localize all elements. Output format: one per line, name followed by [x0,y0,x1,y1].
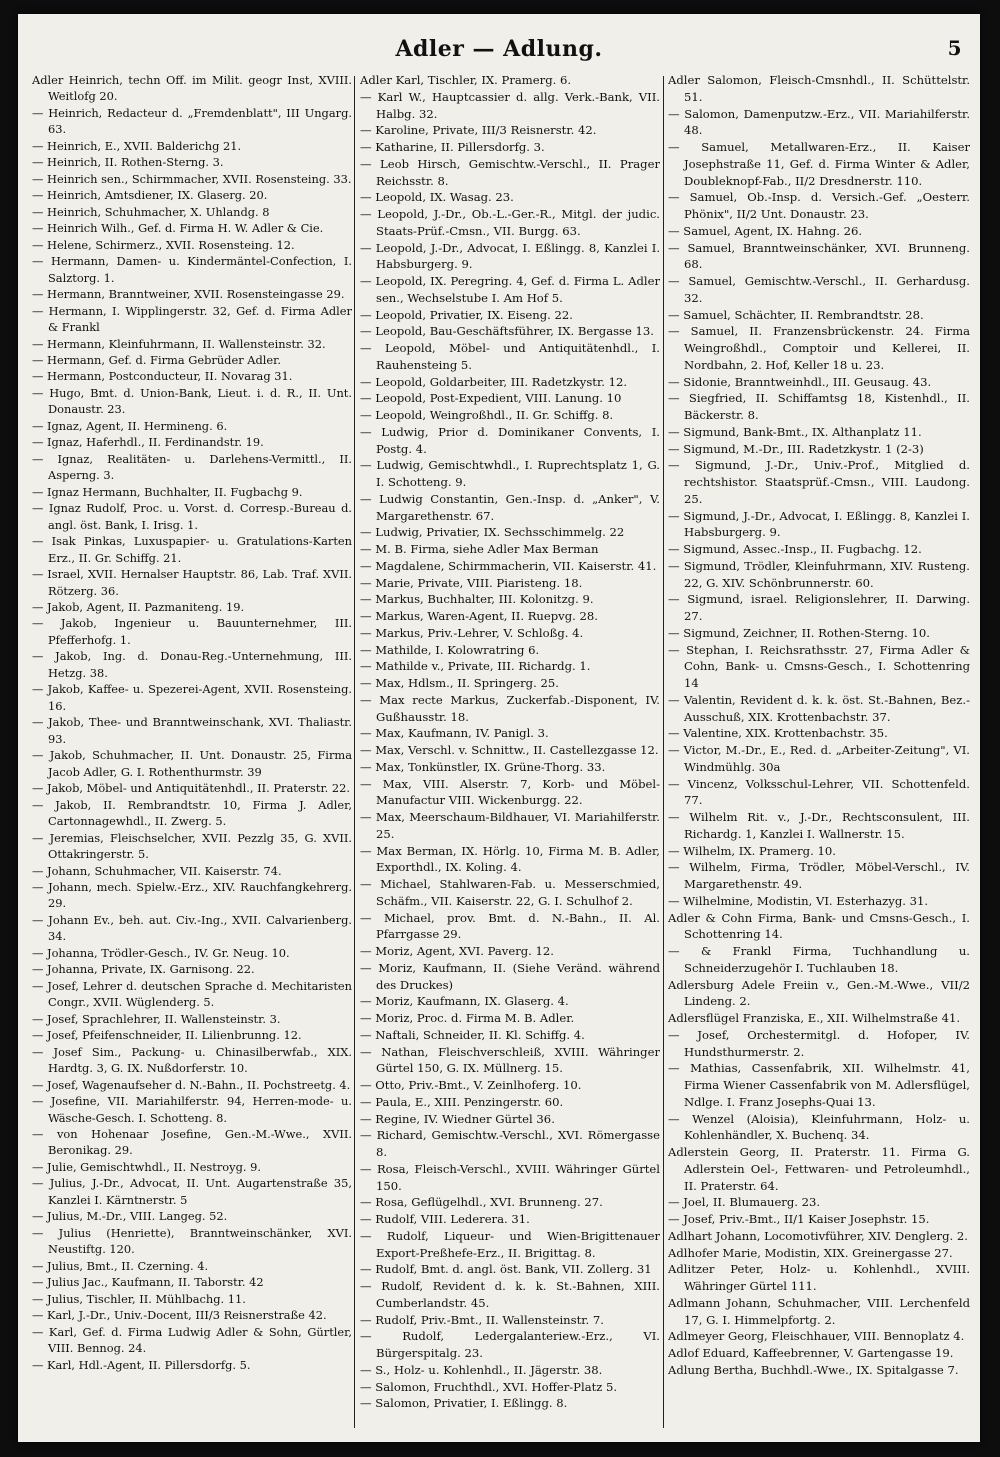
directory-entry: — Helene, Schirmerz., XVII. Rosensteing. 12. [32,237,295,252]
directory-entry: — Josef, Pfeifenschneider, II. Lilienbrunng. 12. [32,1028,302,1043]
directory-entry: — Sigmund, Assec.-Insp., II. Fugbachg. 12. [668,542,922,556]
directory-entry: — Josefine, VII. Mariahilferstr. 94, Herren-mode- u. Wäsche-Gesch. I. Schotteng. 8. [32,1094,352,1125]
directory-entry: — Sigmund, Zeichner, II. Rothen-Sterng. 10. [668,625,930,640]
directory-entry: — Jeremias, Fleischselcher, XVII. Pezzlg 35, G. XVII. Ottakringerstr. 5. [32,830,352,862]
page-title: Adler — Adlung. [395,36,603,62]
directory-entry: — Samuel, Schächter, II. Rembrandtstr. 28. [668,307,924,322]
directory-entry: Adlitzer Peter, Holz- u. Kohlenhdl., XVIII. Währinger Gürtel 111. [668,1262,970,1293]
directory-entry: — Leopold, IX. Peregring. 4, Gef. d. Firma L. Adler sen., Wechselstube I. Am Hof 5. [360,274,660,305]
directory-entry: — Karl, Hdl.-Agent, II. Pillersdorfg. 5. [32,1357,251,1372]
directory-entry: — Otto, Priv.-Bmt., V. Zeinlhoferg. 10. [360,1078,582,1092]
directory-entry: — Max, Tonkünstler, IX. Grüne-Thorg. 33. [360,759,606,774]
directory-entry: — Karl W., Hauptcassier d. allg. Verk.-Bank, VII. Halbg. 32. [360,89,660,121]
directory-entry: — Mathilde v., Private, III. Richardg. 1. [360,659,591,674]
directory-entry: — Sigmund, Trödler, Kleinfuhrmann, XIV. Rusteng. 22, G. XIV. Schönbrunnerstr. 60. [668,558,970,590]
directory-entry: — Josef, Orchestermitgl. d. Hofoper, IV. Hundsthurmerstr. 2. [668,1027,970,1059]
directory-entry: — Samuel, Ob.-Insp. d. Versich.-Gef. „Oesterr. Phönix", II/2 Unt. Donaustr. 23. [668,190,970,221]
directory-entry: Adlhofer Marie, Modistin, XIX. Greinergasse 27. [668,1245,953,1260]
directory-entry: — Salomon, Fruchthdl., XVI. Hoffer-Platz 5. [360,1379,618,1394]
directory-entry: — Jakob, Möbel- und Antiquitätenhdl., II. Praterstr. 22. [32,781,350,796]
directory-entry: — Samuel, Gemischtw.-Verschl., II. Gerhardusg. 32. [668,274,970,305]
directory-entry: — Josef, Lehrer d. deutschen Sprache d. Mechitaristen Congr., XVII. Wüglenderg. 5. [32,978,352,1010]
directory-entry: — Max recte Markus, Zuckerfab.-Disponent, IV. Gußhausstr. 18. [360,692,660,724]
directory-entry: — Sigmund, Bank-Bmt., IX. Althanplatz 11. [668,424,922,439]
directory-entry: — Julie, Gemischtwhdl., II. Nestroyg. 9. [32,1159,261,1174]
directory-entry: Adlerstein Georg, II. Praterstr. 11. Firma G. Adlerstein Oel-, Fettwaren- und Petroleumhdl., II. Praterstr. 64. [668,1145,970,1193]
directory-entry: — Wilhelm Rit. v., J.-Dr., Rechtsconsulent, III. Richardg. 1, Kanzlei I. Wallnerstr. 15. [668,810,970,841]
directory-entry: — Sigmund, israel. Religionslehrer, II. Darwing. 27. [668,592,970,623]
directory-entry: — Ignaz, Agent, II. Hermineng. 6. [32,418,228,433]
directory-entry: — Josef, Wagenaufseher d. N.-Bahn., II. Pochstreetg. 4. [32,1077,351,1092]
directory-entry: — Rudolf, Priv.-Bmt., II. Wallensteinstr. 7. [360,1312,604,1327]
directory-entry: — Heinrich, Schuhmacher, X. Uhlandg. 8 [32,204,270,219]
directory-entry: — Josef, Priv.-Bmt., II/1 Kaiser Josephstr. 15. [668,1212,930,1226]
directory-entry: — Rudolf, Liqueur- und Wien-Brigittenauer Export-Preßhefe-Erz., II. Brigittag. 8. [360,1228,660,1260]
directory-entry: — Heinrich sen., Schirmmacher, XVII. Rosensteing. 33. [32,171,352,186]
directory-entry: — Moriz, Kaufmann, II. (Siehe Veränd. während des Druckes) [360,960,660,992]
directory-entry: — Julius, M.-Dr., VIII. Langeg. 52. [32,1209,228,1224]
directory-entry: — Ludwig, Privatier, IX. Sechsschimmelg. 22 [360,525,625,540]
directory-entry: — Hermann, Postconducteur, II. Novarag 31. [32,369,293,384]
directory-entry: — Karl, Gef. d. Firma Ludwig Adler & Sohn, Gürtler, VIII. Bennog. 24. [32,1324,352,1356]
directory-page [18,14,980,1442]
directory-entry: — Leopold, IX. Wasag. 23. [360,190,514,205]
directory-entry: — Markus, Waren-Agent, II. Ruepvg. 28. [360,609,598,623]
directory-entry: — Jakob, Ingenieur u. Bauunternehmer, III. Pfefferhofg. 1. [32,616,352,647]
directory-entry: — Ludwig, Prior d. Dominikaner Convents, I. Postg. 4. [360,424,660,456]
directory-entry: — Jakob, Agent, II. Pazmaniteng. 19. [32,600,245,614]
directory-entry: Adlhart Johann, Locomotivführer, XIV. Denglerg. 2. [668,1228,968,1243]
directory-entry: — Sigmund, M.-Dr., III. Radetzkystr. 1 (2-3) [668,441,924,456]
directory-entry: — Wenzel (Aloisia), Kleinfuhrmann, Holz- u. Kohlenhändler, X. Buchenq. 34. [668,1111,970,1143]
directory-entry: — Hermann, Branntweiner, XVII. Rosensteingasse 29. [32,287,345,302]
directory-entry: — Hugo, Bmt. d. Union-Bank, Lieut. i. d. R., II. Unt. Donaustr. 23. [32,385,352,417]
directory-entry: — Rudolf, VIII. Lederera. 31. [360,1212,530,1226]
directory-entry: — Naftali, Schneider, II. Kl. Schiffg. 4. [360,1027,585,1042]
directory-entry: — Ludwig Constantin, Gen.-Insp. d. „Anker", V. Margarethenstr. 67. [360,491,660,523]
directory-entry: — Victor, M.-Dr., E., Red. d. „Arbeiter-Zeitung", VI. Windmühlg. 30a [668,743,970,774]
directory-entry: — Ludwig, Gemischtwhdl., I. Ruprechtsplatz 1, G. I. Schotteng. 9. [360,458,660,489]
directory-entry: — Max, Hdlsm., II. Springerg. 25. [360,676,559,690]
directory-entry: — Magdalene, Schirmmacherin, VII. Kaiserstr. 41. [360,558,657,573]
directory-entry: Adlung Bertha, Buchhdl.-Wwe., IX. Spitalgasse 7. [668,1362,959,1377]
directory-entry: — Johann Ev., beh. aut. Civ.-Ing., XVII. Calvarienberg. 34. [32,912,352,944]
directory-entry: — Johanna, Private, IX. Garnisong. 22. [32,962,255,977]
directory-entry: — M. B. Firma, siehe Adler Max Berman [360,542,599,556]
directory-entry: — Jakob, Kaffee- u. Spezerei-Agent, XVII. Rosensteing. 16. [32,682,352,713]
directory-entry: Adler Heinrich, techn Off. im Milit. geogr Inst, XVIII. Weitlofg 20. [32,73,352,104]
directory-entry: — Leob Hirsch, Gemischtw.-Verschl., II. Prager Reichsstr. 8. [360,156,660,188]
directory-entry: — Salomon, Privatier, I. Eßlingg. 8. [360,1396,568,1411]
directory-entry: — Wilhelm, Firma, Trödler, Möbel-Verschl., IV. Margarethenstr. 49. [668,860,970,891]
column-divider [354,76,355,1428]
directory-entry: — Markus, Buchhalter, III. Kolonitzg. 9. [360,592,594,607]
directory-entry: — Josef Sim., Packung- u. Chinasilberwfab., XIX. Hardtg. 3, G. IX. Nußdorferstr. 10. [32,1044,352,1076]
directory-entry: — Joel, II. Blumauerg. 23. [668,1195,821,1210]
directory-entry: — Wilhelm, IX. Pramerg. 10. [668,843,836,858]
directory-entry: — Leopold, Post-Expedient, VIII. Lanung. 10 [360,391,622,406]
directory-entry: — Michael, prov. Bmt. d. N.-Bahn., II. Al. Pfarrgasse 29. [360,910,660,942]
directory-entry: — Moriz, Agent, XVI. Paverg. 12. [360,944,554,958]
directory-entry: — Rudolf, Bmt. d. angl. öst. Bank, VII. Zollerg. 31 [360,1262,652,1277]
directory-entry: — Heinrich, II. Rothen-Sterng. 3. [32,155,224,170]
directory-entry: — Leopold, Privatier, IX. Eiseng. 22. [360,307,573,322]
directory-entry: — S., Holz- u. Kohlenhdl., II. Jägerstr. 38. [360,1362,603,1377]
directory-entry: Adler & Cohn Firma, Bank- und Cmsns-Gesch., I. Schottenring 14. [668,910,970,942]
directory-entry: — Siegfried, II. Schiffamtsg 18, Kistenhdl., II. Bäckerstr. 8. [668,391,970,422]
directory-entry: — Isak Pinkas, Luxuspapier- u. Gratulations-Karten Erz., II. Gr. Schiffg. 21. [32,534,352,565]
column-1 [32,72,352,1432]
directory-entry: — Leopold, J.-Dr., Ob.-L.-Ger.-R., Mitgl. der judic. Staats-Prüf.-Cmsn., VII. Burgg. 63. [360,207,660,238]
directory-entry: — Moriz, Kaufmann, IX. Glaserg. 4. [360,994,569,1009]
directory-entry: — Heinrich Wilh., Gef. d. Firma H. W. Adler & Cie. [32,221,324,236]
directory-entry: — Salomon, Damenputzw.-Erz., VII. Mariahilferstr. 48. [668,106,970,138]
directory-entry: — Samuel, II. Franzensbrückenstr. 24. Firma Weingroßhdl., Comptoir und Kellerei, II. Nordbahn, 2. Hof, Keller 18 u. 23. [668,324,970,372]
directory-entry: — Heinrich, Redacteur d. „Fremdenblatt", III Ungarg. 63. [32,105,352,137]
directory-entry: — Max Berman, IX. Hörlg. 10, Firma M. B. Adler, Exporthdl., IX. Koling. 4. [360,843,660,875]
directory-entry: — Sigmund, J.-Dr., Advocat, I. Eßlingg. 8, Kanzlei I. Habsburgerg. 9. [668,508,970,540]
directory-entry: — Johann, Schuhmacher, VII. Kaiserstr. 74. [32,863,282,878]
directory-entry: — Jakob, Schuhmacher, II. Unt. Donaustr. 25, Firma Jacob Adler, G. I. Rothenthurmstr. 39 [32,748,352,779]
directory-entry: — Katharine, II. Pillersdorfg. 3. [360,140,545,154]
directory-entry: — Richard, Gemischtw.-Verschl., XVI. Römergasse 8. [360,1128,660,1159]
column-3 [668,72,970,1432]
directory-entry: — Samuel, Branntweinschänker, XVI. Brunneng. 68. [668,240,970,272]
directory-entry: — Nathan, Fleischverschleiß, XVIII. Währinger Gürtel 150, G. IX. Müllnerg. 15. [360,1044,660,1076]
directory-entry: — Julius, Bmt., II. Czerning. 4. [32,1258,209,1273]
directory-entry: — Rudolf, Revident d. k. k. St.-Bahnen, XIII. Cumberlandstr. 45. [360,1279,660,1310]
directory-entry: — Hermann, I. Wipplingerstr. 32, Gef. d. Firma Adler & Frankl [32,303,352,335]
directory-entry: — Valentine, XIX. Krottenbachstr. 35. [668,726,888,741]
directory-entry: Adlmann Johann, Schuhmacher, VIII. Lerchenfeld 17, G. I. Himmelpfortg. 2. [668,1295,970,1327]
directory-entry: — Karoline, Private, III/3 Reisnerstr. 42. [360,123,597,138]
directory-entry: — Leopold, Möbel- und Antiquitätenhdl., I. Rauhensteing 5. [360,341,660,372]
directory-entry: — Julius, Tischler, II. Mühlbachg. 11. [32,1291,246,1306]
page-number: 5 [947,36,962,60]
directory-entry: — Ignaz Rudolf, Proc. u. Vorst. d. Corresp.-Bureau d. angl. öst. Bank, I. Irisg. 1. [32,501,352,532]
directory-entry: — Max, Kaufmann, IV. Panigl. 3. [360,726,549,741]
directory-entry: Adlersburg Adele Freiin v., Gen.-M.-Wwe., VII/2 Lindeng. 2. [668,977,970,1009]
directory-entry: — Julius (Henriette), Branntweinschänker, XVI. Neustiftg. 120. [32,1225,352,1257]
directory-entry: — Sidonie, Branntweinhdl., III. Geusaug. 43. [668,374,932,389]
directory-entry: — Max, Verschl. v. Schnittw., II. Castellezgasse 12. [360,743,659,757]
page-header [18,36,980,72]
directory-entry: — Mathias, Cassenfabrik, XII. Wilhelmstr. 41, Firma Wiener Cassenfabrik von M. Adlersflügel, Ndlge. I. Franz Josephs-Quai 13. [668,1061,970,1109]
directory-entry: — Rosa, Geflügelhdl., XVI. Brunneng. 27. [360,1195,603,1210]
directory-entry: — Michael, Stahlwaren-Fab. u. Messerschmied, Schäfm., VII. Kaiserstr. 22, G. I. Schulhof 2. [360,877,660,908]
directory-entry: — Vincenz, Volksschul-Lehrer, VII. Schottenfeld. 77. [668,776,970,808]
directory-entry: — Moriz, Proc. d. Firma M. B. Adler. [360,1011,575,1025]
directory-entry: — Paula, E., XIII. Penzingerstr. 60. [360,1094,564,1109]
directory-entry: — Regine, IV. Wiedner Gürtel 36. [360,1111,555,1126]
directory-entry: — Jakob, Ing. d. Donau-Reg.-Unternehmung, III. Hetzg. 38. [32,649,352,680]
directory-entry: — Samuel, Metallwaren-Erz., II. Kaiser Josephstraße 11, Gef. d. Firma Winter & Adler, Doubleknopf-Fab., II/2 Dresdnerstr. 110. [668,140,970,188]
column-2 [360,72,660,1432]
directory-entry: Adler Salomon, Fleisch-Cmsnhdl., II. Schüttelstr. 51. [668,73,970,104]
directory-entry: — Stephan, I. Reichsrathsstr. 27, Firma Adler & Cohn, Bank- u. Cmsns-Gesch., I. Schottenring 14 [668,642,970,690]
directory-entry: — Jakob, II. Rembrandtstr. 10, Firma J. Adler, Cartonnagewhdl., II. Zwerg. 5. [32,797,352,829]
directory-entry: — Rudolf, Ledergalanteriew.-Erz., VI. Bürgerspitalg. 23. [360,1329,660,1360]
directory-entry: Adlmeyer Georg, Fleischhauer, VIII. Bennoplatz 4. [668,1329,965,1344]
directory-entry: — Sigmund, J.-Dr., Univ.-Prof., Mitglied d. rechtshistor. Staatsprüf.-Cmsn., VIII. Laudong. 25. [668,458,970,506]
directory-entry: — Markus, Priv.-Lehrer, V. Schloßg. 4. [360,625,584,640]
directory-entry: — Heinrich, Amtsdiener, IX. Glaserg. 20. [32,188,268,203]
directory-entry: — Valentin, Revident d. k. k. öst. St.-Bahnen, Bez.-Ausschuß, XIX. Krottenbachstr. 37. [668,692,970,724]
directory-entry: — Johanna, Trödler-Gesch., IV. Gr. Neug. 10. [32,945,290,960]
directory-entry: Adlersflügel Franziska, E., XII. Wilhelmstraße 41. [668,1011,961,1025]
directory-entry: — Hermann, Gef. d. Firma Gebrüder Adler. [32,352,281,367]
directory-entry: — Karl, J.-Dr., Univ.-Docent, III/3 Reisnerstraße 42. [32,1308,327,1323]
directory-entry: — Leopold, J.-Dr., Advocat, I. Eßlingg. 8, Kanzlei I. Habsburgerg. 9. [360,240,660,272]
directory-entry: — Hermann, Damen- u. Kindermäntel-Confection, I. Salztorg. 1. [32,254,352,285]
directory-entry: — Ignaz Hermann, Buchhalter, II. Fugbachg 9. [32,484,303,499]
directory-entry: — Max, VIII. Alserstr. 7, Korb- und Möbel-Manufactur VIII. Wickenburgg. 22. [360,776,660,808]
directory-entry: — Leopold, Weingroßhdl., II. Gr. Schiffg. 8. [360,408,614,422]
directory-entry: — von Hohenaar Josefine, Gen.-M.-Wwe., XVII. Beronikag. 29. [32,1127,352,1158]
directory-entry: — Jakob, Thee- und Branntweinschank, XVI. Thaliastr. 93. [32,715,352,746]
directory-entry: Adler Karl, Tischler, IX. Pramerg. 6. [360,73,572,87]
directory-entry: — Marie, Private, VIII. Piaristeng. 18. [360,575,583,590]
directory-entry: — Hermann, Kleinfuhrmann, II. Wallensteinstr. 32. [32,336,326,351]
directory-entry: — Johann, mech. Spielw.-Erz., XIV. Rauchfangkehrerg. 29. [32,879,352,911]
directory-entry: Adlof Eduard, Kaffeebrenner, V. Gartengasse 19. [668,1346,954,1360]
directory-entry: — Leopold, Goldarbeiter, III. Radetzkystr. 12. [360,374,628,389]
directory-entry: — & Frankl Firma, Tuchhandlung u. Schneiderzugehör I. Tuchlauben 18. [668,944,970,975]
directory-entry: — Samuel, Agent, IX. Hahng. 26. [668,223,863,238]
directory-entry: — Leopold, Bau-Geschäftsführer, IX. Bergasse 13. [360,324,654,339]
directory-entry: — Israel, XVII. Hernalser Hauptstr. 86, Lab. Traf. XVII. Rötzerg. 36. [32,567,352,598]
directory-entry: — Ignaz, Haferhdl., II. Ferdinandstr. 19. [32,435,264,450]
directory-entry: — Julius Jac., Kaufmann, II. Taborstr. 42 [32,1275,264,1290]
directory-entry: — Wilhelmine, Modistin, VI. Esterhazyg. 31. [668,893,929,908]
directory-entry: — Julius, J.-Dr., Advocat, II. Unt. Augartenstraße 35, Kanzlei I. Kärntnerstr. 5 [32,1176,352,1207]
directory-entry: — Rosa, Fleisch-Verschl., XVIII. Währinger Gürtel 150. [360,1161,660,1193]
directory-entry: — Ignaz, Realitäten- u. Darlehens-Vermittl., II. Asperng. 3. [32,451,352,483]
directory-entry: — Mathilde, I. Kolowratring 6. [360,642,540,657]
column-divider [663,76,664,1428]
directory-entry: — Heinrich, E., XVII. Balderichg 21. [32,138,242,153]
directory-entry: — Max, Meerschaum-Bildhauer, VI. Mariahilferstr. 25. [360,810,660,841]
directory-entry: — Josef, Sprachlehrer, II. Wallensteinstr. 3. [32,1011,281,1026]
